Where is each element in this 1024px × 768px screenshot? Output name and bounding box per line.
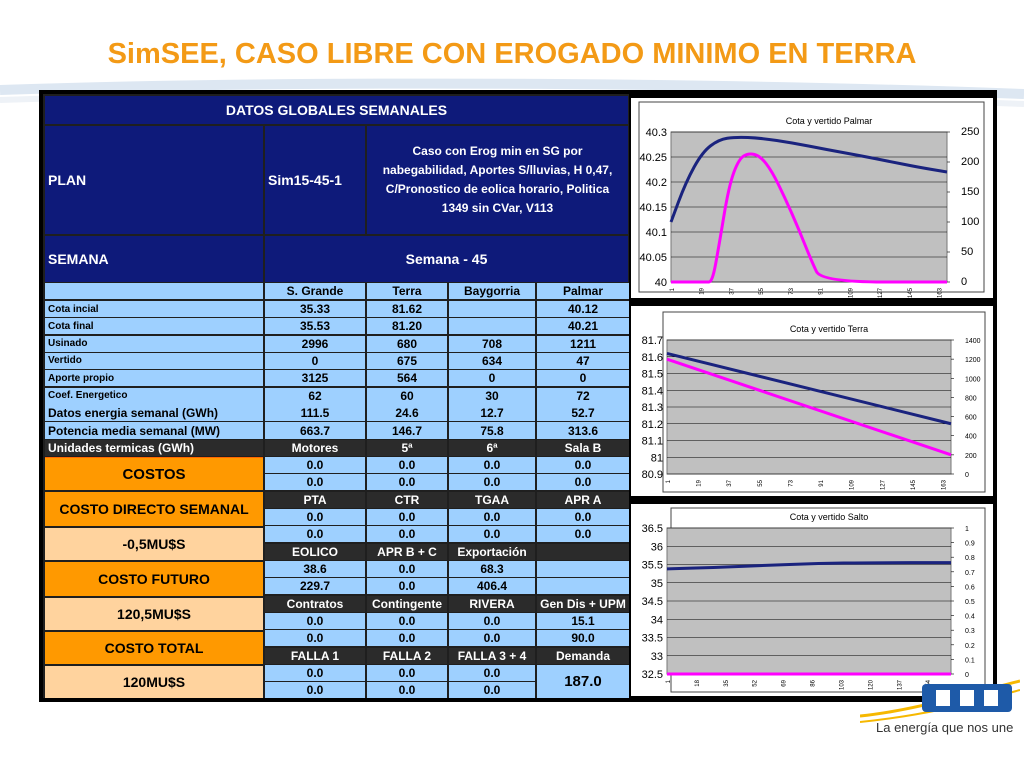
semana-value: Semana - 45 bbox=[265, 236, 628, 282]
pta-value: 0.0 bbox=[265, 526, 365, 542]
y-left-tick-label: 40.05 bbox=[639, 252, 667, 264]
row-value: 0 bbox=[449, 370, 535, 386]
eolico-header: Exportación bbox=[449, 544, 535, 560]
row-value: 3125 bbox=[265, 370, 365, 386]
y-right-tick-label: 0 bbox=[965, 672, 969, 679]
x-tick-label: 127 bbox=[878, 288, 885, 298]
y-left-tick-label: 81.5 bbox=[641, 368, 663, 381]
x-tick-label: 69 bbox=[781, 680, 788, 687]
eolico-header: APR B + C bbox=[367, 544, 447, 560]
costo-futuro-value: 120,5MU$S bbox=[45, 598, 263, 630]
x-tick-label: 73 bbox=[788, 288, 795, 295]
falla-value: 0.0 bbox=[449, 665, 535, 681]
row-label: Usinado bbox=[45, 336, 263, 352]
termicas-header: Motores bbox=[265, 440, 365, 456]
termicas-value: 0.0 bbox=[537, 474, 629, 490]
row-value: 1211 bbox=[537, 336, 629, 352]
pta-value: 0.0 bbox=[367, 509, 447, 525]
y-left-tick-label: 33.5 bbox=[641, 632, 663, 645]
y-right-tick-label: 0.6 bbox=[965, 584, 975, 592]
y-left-tick-label: 40.1 bbox=[645, 227, 667, 239]
eolico-header: EOLICO bbox=[265, 544, 365, 560]
y-left-tick-label: 80.9 bbox=[641, 469, 663, 481]
x-tick-label: 163 bbox=[941, 480, 948, 491]
x-tick-label: 109 bbox=[849, 480, 856, 491]
pta-header: PTA bbox=[265, 492, 365, 508]
x-tick-label: 109 bbox=[848, 288, 855, 298]
x-tick-label: 127 bbox=[880, 480, 887, 491]
y-right-tick-label: 0.4 bbox=[965, 613, 975, 621]
y-right-tick-label: 0 bbox=[965, 472, 969, 479]
row-value: 0 bbox=[537, 370, 629, 386]
pta-header: APR A bbox=[537, 492, 629, 508]
row-value: 47 bbox=[537, 353, 629, 369]
y-right-tick-label: 0.7 bbox=[965, 569, 975, 577]
row-value: 62 bbox=[265, 388, 365, 404]
termicas-label: Unidades termicas (GWh) bbox=[45, 440, 263, 456]
termicas-value: 0.0 bbox=[537, 457, 629, 473]
x-tick-label: 120 bbox=[868, 680, 875, 691]
costo-futuro-label: COSTO FUTURO bbox=[45, 562, 263, 596]
costos-label: COSTOS bbox=[45, 457, 263, 490]
y-right-tick-label: 0.1 bbox=[965, 657, 975, 665]
row-value: 60 bbox=[367, 388, 447, 404]
y-left-tick-label: 36 bbox=[650, 541, 663, 554]
row-value: 35.53 bbox=[265, 318, 365, 334]
potencia-label: Potencia media semanal (MW) bbox=[45, 422, 263, 439]
row-label: Coef. Energetico bbox=[45, 388, 263, 404]
eolico-value: 406.4 bbox=[449, 578, 535, 594]
y-left-tick-label: 40 bbox=[654, 277, 667, 289]
eolico-value: 229.7 bbox=[265, 578, 365, 594]
contratos-header: Gen Dis + UPM bbox=[537, 596, 629, 612]
column-header: S. Grande bbox=[265, 283, 365, 299]
header-spacer bbox=[45, 283, 263, 299]
data-table bbox=[43, 94, 629, 698]
termicas-value: 0.0 bbox=[265, 457, 365, 473]
contratos-value: 0.0 bbox=[265, 630, 365, 646]
x-tick-label: 55 bbox=[757, 480, 764, 487]
potencia-value: 146.7 bbox=[367, 422, 447, 439]
falla-value: 0.0 bbox=[265, 682, 365, 698]
y-right-tick-label: 400 bbox=[965, 433, 977, 441]
row-value: 0 bbox=[265, 353, 365, 369]
y-right-tick-label: 0.2 bbox=[965, 642, 975, 650]
potencia-value: 75.8 bbox=[449, 422, 535, 439]
termicas-header: 5ª bbox=[367, 440, 447, 456]
pta-header: CTR bbox=[367, 492, 447, 508]
pta-value: 0.0 bbox=[449, 509, 535, 525]
row-value: 35.33 bbox=[265, 301, 365, 317]
falla-header: Demanda bbox=[537, 648, 629, 664]
falla-value: 0.0 bbox=[367, 682, 447, 698]
y-right-tick-label: 0 bbox=[961, 276, 968, 288]
termicas-value: 0.0 bbox=[449, 457, 535, 473]
pta-header: TGAA bbox=[449, 492, 535, 508]
eolico-value: 0.0 bbox=[367, 561, 447, 577]
energia-value: 52.7 bbox=[537, 404, 629, 421]
plan-description-line: C/Pronostico de eolica horario, Politica bbox=[385, 182, 610, 196]
row-value bbox=[449, 318, 535, 334]
pta-value: 0.0 bbox=[449, 526, 535, 542]
contratos-header: RIVERA bbox=[449, 596, 535, 612]
y-right-tick-label: 0.3 bbox=[965, 628, 975, 636]
y-left-tick-label: 35.5 bbox=[641, 559, 663, 572]
tagline: La energía que nos une bbox=[876, 720, 1014, 735]
x-tick-label: 35 bbox=[723, 680, 730, 687]
pta-value: 0.0 bbox=[537, 526, 629, 542]
chart-palmar bbox=[631, 98, 993, 298]
table-header: DATOS GLOBALES SEMANALES bbox=[45, 96, 628, 124]
pta-value: 0.0 bbox=[367, 526, 447, 542]
row-value: 680 bbox=[367, 336, 447, 352]
y-left-tick-label: 81 bbox=[650, 452, 663, 465]
pta-value: 0.0 bbox=[537, 509, 629, 525]
x-tick-label: 52 bbox=[752, 680, 759, 687]
contratos-value: 0.0 bbox=[449, 613, 535, 629]
y-left-tick-label: 40.15 bbox=[639, 202, 667, 214]
row-value: 30 bbox=[449, 388, 535, 404]
potencia-value: 663.7 bbox=[265, 422, 365, 439]
y-left-tick-label: 35 bbox=[650, 577, 663, 590]
y-right-tick-label: 100 bbox=[961, 216, 980, 228]
energia-value: 12.7 bbox=[449, 404, 535, 421]
row-value bbox=[449, 301, 535, 317]
page-title: SimSEE, CASO LIBRE CON EROGADO MINIMO EN TERRA bbox=[107, 38, 917, 70]
y-right-tick-label: 1000 bbox=[965, 376, 981, 384]
column-header: Baygorria bbox=[449, 283, 535, 299]
eolico-value: 38.6 bbox=[265, 561, 365, 577]
falla-header: FALLA 3 + 4 bbox=[449, 648, 535, 664]
falla-value: 0.0 bbox=[367, 665, 447, 681]
contratos-value: 90.0 bbox=[537, 630, 629, 646]
x-tick-label: 86 bbox=[810, 680, 817, 687]
contratos-value: 0.0 bbox=[367, 613, 447, 629]
y-right-tick-label: 1200 bbox=[965, 357, 981, 365]
row-value: 634 bbox=[449, 353, 535, 369]
y-left-tick-label: 34 bbox=[650, 614, 663, 627]
row-value: 81.62 bbox=[367, 301, 447, 317]
x-tick-label: 18 bbox=[694, 680, 701, 687]
y-left-tick-label: 36.5 bbox=[641, 523, 663, 535]
y-right-tick-label: 0.8 bbox=[965, 555, 975, 563]
contratos-value: 0.0 bbox=[367, 630, 447, 646]
row-value: 72 bbox=[537, 388, 629, 404]
costo-total-value: 120MU$S bbox=[45, 666, 263, 698]
column-header: Palmar bbox=[537, 283, 629, 299]
chart-title: Cota y vertido Terra bbox=[789, 324, 869, 334]
demanda-value: 187.0 bbox=[537, 665, 629, 698]
x-tick-label: 55 bbox=[759, 288, 766, 295]
semana-label: SEMANA bbox=[45, 236, 263, 282]
falla-value: 0.0 bbox=[449, 682, 535, 698]
termicas-header: 6ª bbox=[449, 440, 535, 456]
costo-directo-value: -0,5MU$S bbox=[45, 528, 263, 560]
row-value: 40.12 bbox=[537, 301, 629, 317]
y-right-tick-label: 150 bbox=[961, 186, 980, 198]
y-right-tick-label: 200 bbox=[961, 156, 980, 168]
eolico-value bbox=[537, 561, 629, 577]
row-value: 40.21 bbox=[537, 318, 629, 334]
y-left-tick-label: 81.2 bbox=[641, 418, 663, 431]
x-tick-label: 103 bbox=[839, 680, 846, 691]
y-right-tick-label: 1 bbox=[965, 526, 969, 533]
row-value: 2996 bbox=[265, 336, 365, 352]
chart-terra bbox=[631, 306, 993, 496]
x-tick-label: 1 bbox=[666, 680, 672, 684]
x-tick-label: 37 bbox=[729, 288, 736, 295]
energia-label: Datos energia semanal (GWh) bbox=[45, 404, 263, 421]
y-right-tick-label: 0.5 bbox=[965, 599, 975, 606]
y-left-tick-label: 81.3 bbox=[641, 402, 663, 414]
y-left-tick-label: 81.4 bbox=[641, 385, 663, 398]
x-tick-label: 73 bbox=[788, 480, 795, 487]
energia-value: 111.5 bbox=[265, 404, 365, 421]
x-tick-label: 137 bbox=[897, 680, 904, 691]
x-tick-label: 19 bbox=[696, 480, 703, 487]
y-left-tick-label: 34.5 bbox=[641, 596, 663, 608]
eolico-value: 68.3 bbox=[449, 561, 535, 577]
costo-total-label: COSTO TOTAL bbox=[45, 632, 263, 664]
y-right-tick-label: 1400 bbox=[965, 338, 981, 345]
x-tick-label: 1 bbox=[670, 288, 676, 292]
termicas-value: 0.0 bbox=[367, 474, 447, 490]
row-value: 81.20 bbox=[367, 318, 447, 334]
costo-directo-label: COSTO DIRECTO SEMANAL bbox=[45, 492, 263, 526]
row-label: Cota final bbox=[45, 318, 263, 334]
termicas-value: 0.0 bbox=[367, 457, 447, 473]
y-left-tick-label: 81.7 bbox=[641, 335, 663, 347]
y-right-tick-label: 250 bbox=[961, 126, 980, 138]
y-left-tick-label: 32.5 bbox=[641, 669, 663, 681]
y-left-tick-label: 81.6 bbox=[641, 351, 663, 364]
eolico-header bbox=[537, 544, 629, 560]
row-value: 708 bbox=[449, 336, 535, 352]
y-right-tick-label: 200 bbox=[965, 452, 977, 460]
termicas-value: 0.0 bbox=[265, 474, 365, 490]
x-tick-label: 145 bbox=[910, 480, 917, 491]
y-right-tick-label: 50 bbox=[961, 246, 974, 258]
x-tick-label: 37 bbox=[727, 480, 734, 487]
y-left-tick-label: 40.25 bbox=[639, 152, 667, 164]
y-right-tick-label: 600 bbox=[965, 414, 977, 422]
contratos-value: 0.0 bbox=[265, 613, 365, 629]
contratos-header: Contratos bbox=[265, 596, 365, 612]
eolico-value: 0.0 bbox=[367, 578, 447, 594]
pta-value: 0.0 bbox=[265, 509, 365, 525]
eolico-value bbox=[537, 578, 629, 594]
chart-title: Cota y vertido Palmar bbox=[785, 116, 873, 126]
column-header: Terra bbox=[367, 283, 447, 299]
termicas-value: 0.0 bbox=[449, 474, 535, 490]
row-label: Cota incial bbox=[45, 301, 263, 317]
contratos-value: 15.1 bbox=[537, 613, 629, 629]
plan-description-line: nabegabilidad, Aportes S/lluvias, H 0,47, bbox=[382, 163, 613, 177]
energia-value: 24.6 bbox=[367, 404, 447, 421]
falla-header: FALLA 1 bbox=[265, 648, 365, 664]
x-tick-label: 163 bbox=[937, 288, 944, 298]
row-value: 675 bbox=[367, 353, 447, 369]
y-left-tick-label: 40.2 bbox=[645, 177, 667, 189]
plan-value: Sim15-45-1 bbox=[265, 126, 365, 234]
y-left-tick-label: 33 bbox=[650, 650, 663, 663]
chart-salto bbox=[631, 504, 993, 696]
y-right-tick-label: 800 bbox=[965, 395, 977, 403]
x-tick-label: 1 bbox=[666, 480, 672, 484]
chart-title: Cota y vertido Salto bbox=[789, 512, 869, 522]
row-value: 564 bbox=[367, 370, 447, 386]
plan-description-line: 1349 sin CVar, V113 bbox=[441, 201, 554, 215]
termicas-header: Sala B bbox=[537, 440, 629, 456]
contratos-value: 0.0 bbox=[449, 630, 535, 646]
plan-description bbox=[367, 126, 628, 234]
y-left-tick-label: 81.1 bbox=[641, 435, 663, 448]
plan-label: PLAN bbox=[45, 126, 263, 234]
plan-description-line: Caso con Erog min en SG por bbox=[412, 144, 583, 158]
x-tick-label: 91 bbox=[819, 480, 826, 487]
potencia-value: 313.6 bbox=[537, 422, 629, 439]
row-label: Aporte propio bbox=[45, 370, 263, 386]
contratos-header: Contingente bbox=[367, 596, 447, 612]
x-tick-label: 145 bbox=[907, 288, 914, 298]
y-right-tick-label: 0.9 bbox=[965, 540, 975, 548]
x-tick-label: 91 bbox=[818, 288, 825, 295]
row-label: Vertido bbox=[45, 353, 263, 369]
falla-value: 0.0 bbox=[265, 665, 365, 681]
falla-header: FALLA 2 bbox=[367, 648, 447, 664]
x-tick-label: 19 bbox=[699, 288, 706, 295]
y-left-tick-label: 40.3 bbox=[645, 127, 667, 139]
